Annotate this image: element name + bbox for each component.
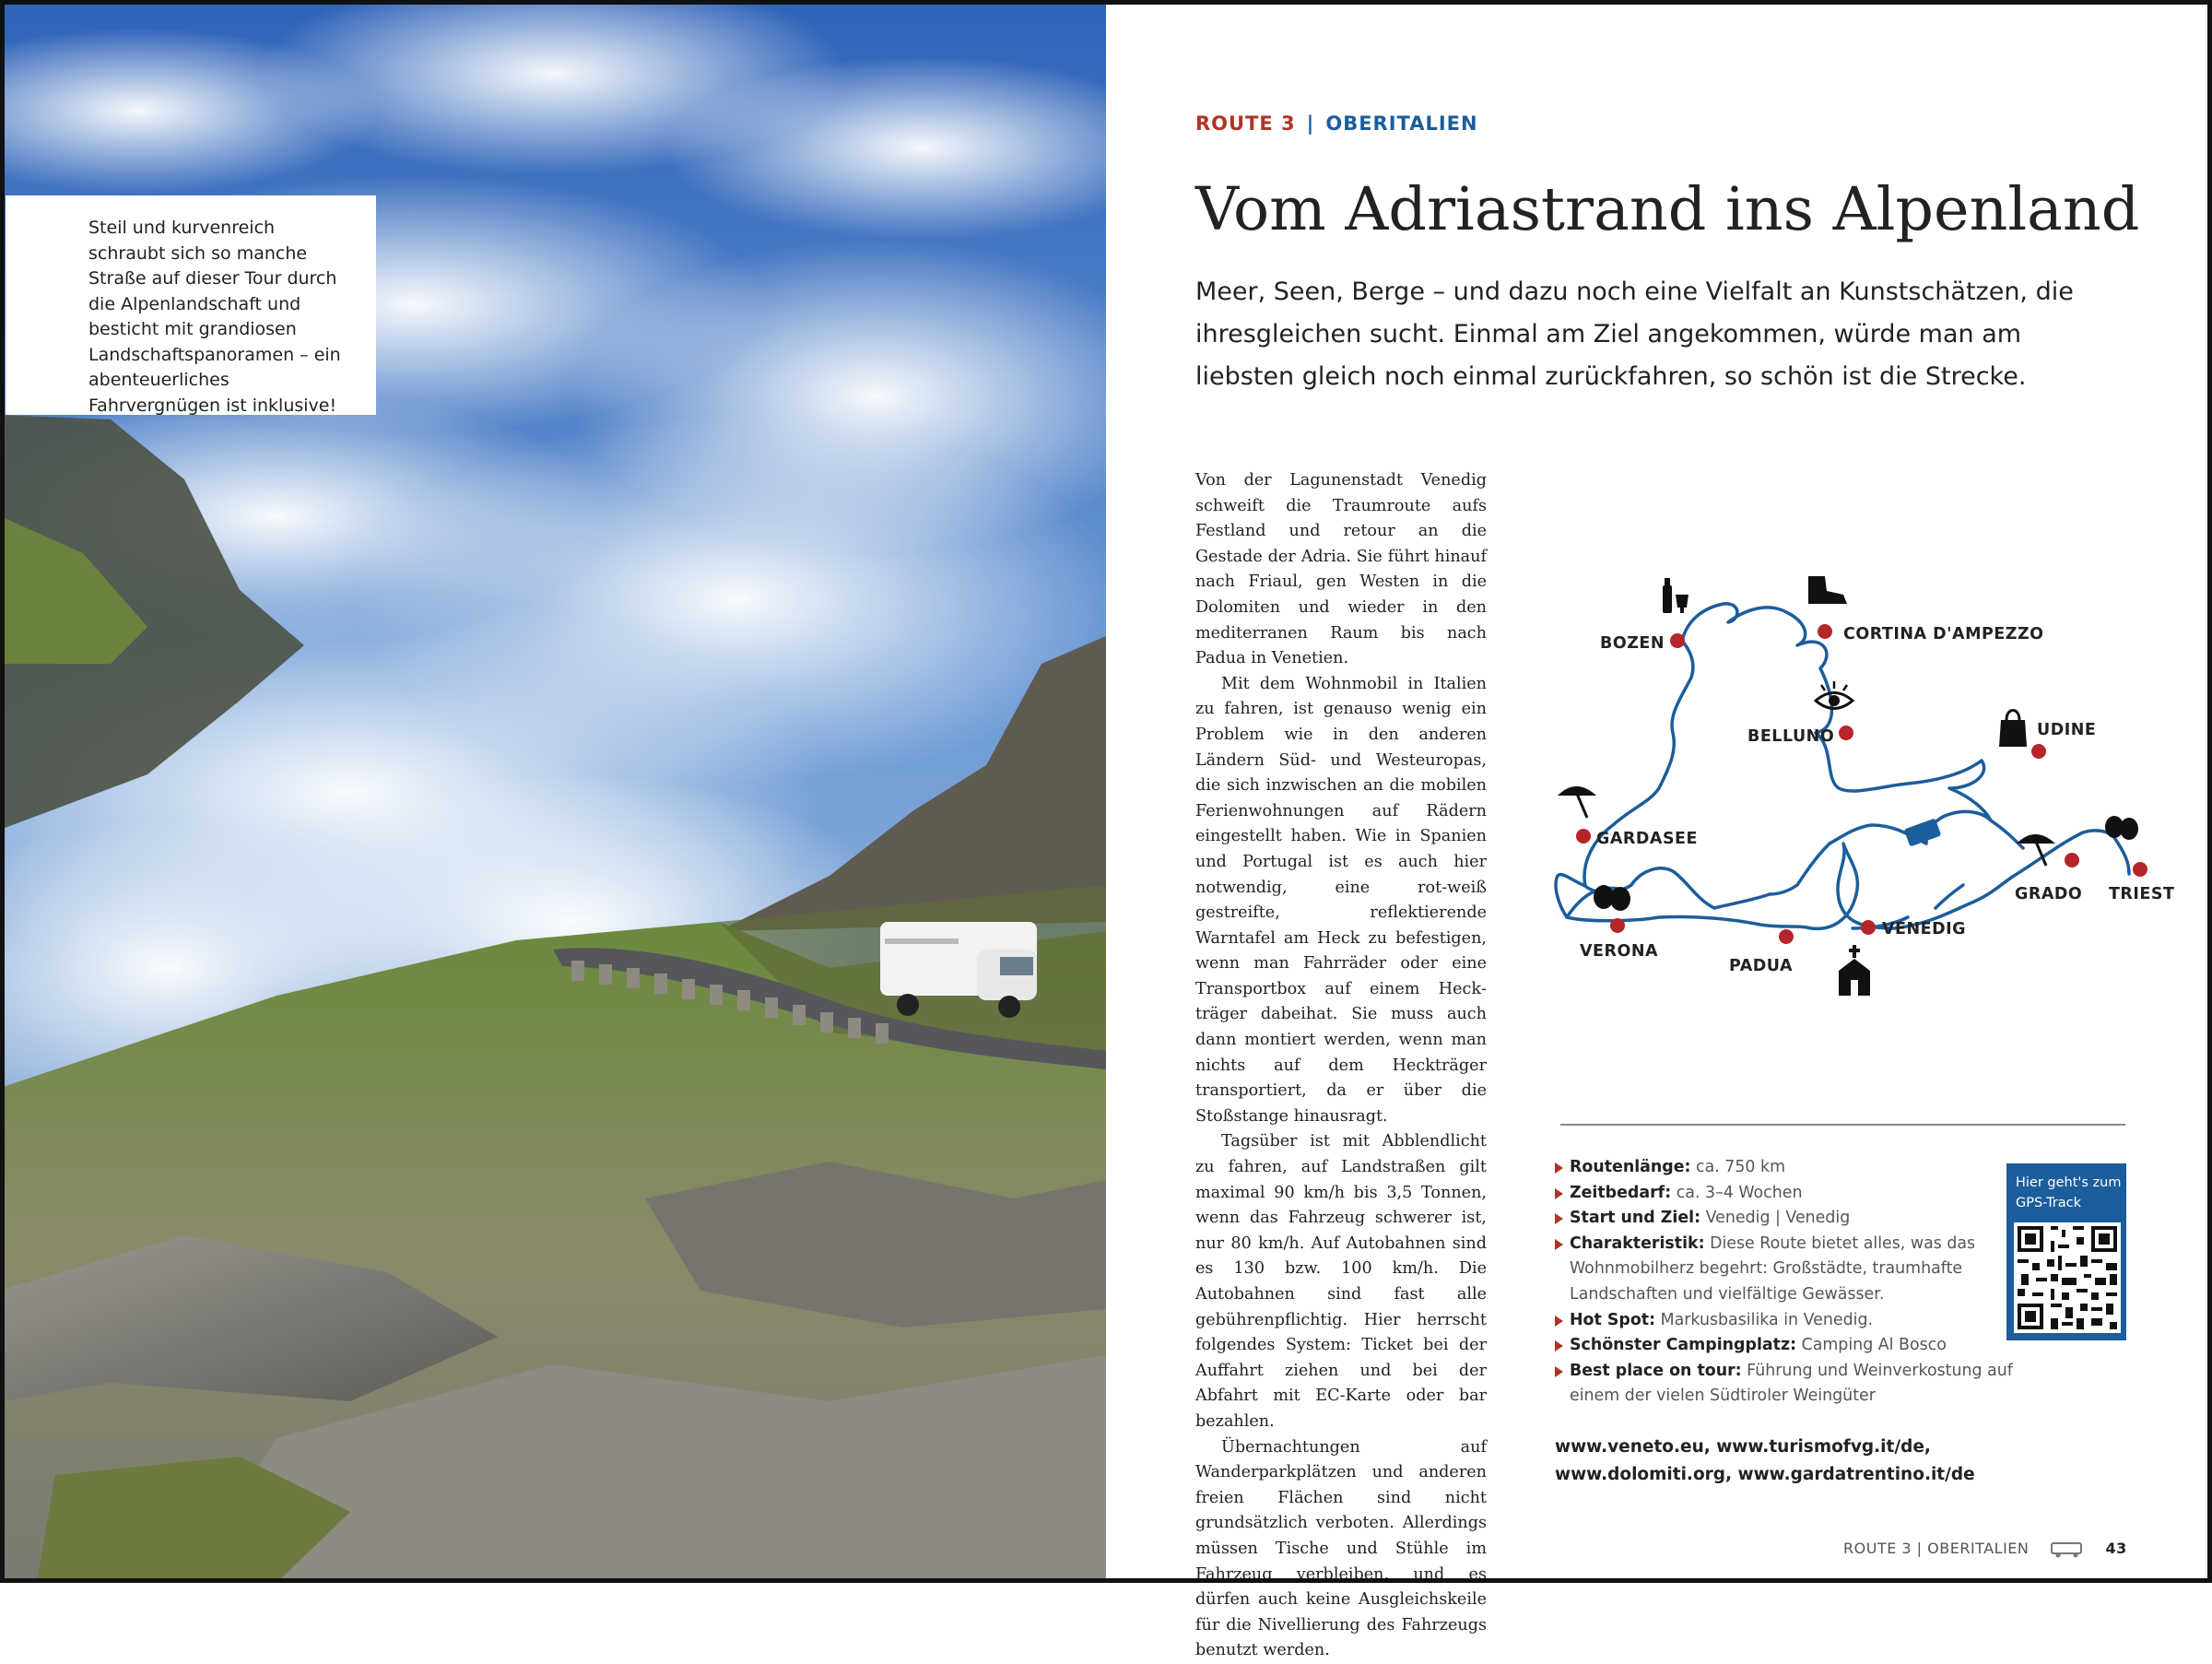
- fact-value: Camping Al Bosco: [1801, 1336, 1947, 1355]
- body-text: [1195, 468, 1487, 1664]
- fact-item: [1555, 1359, 2034, 1410]
- label-verona: VERONA: [1580, 942, 1659, 961]
- shopping-bag-icon: [1999, 711, 2027, 748]
- label-padua: PADUA: [1729, 957, 1794, 975]
- fact-value: Diese Route bietet alles, was das Wohnmobilherz begehrt: Großstädte, traumhafte Landschaften und vielfältige Gewässer.: [1570, 1233, 1976, 1304]
- fact-label: Charakteristik:: [1570, 1233, 1705, 1253]
- route-map: [1530, 567, 2175, 1009]
- route-region: OBERITALIEN: [1325, 112, 1478, 135]
- footer-region: OBERITALIEN: [1927, 1540, 2030, 1557]
- label-udine: UDINE: [2037, 721, 2097, 739]
- stop-triest: [2133, 862, 2147, 877]
- camper-van-icon: [2051, 1541, 2084, 1558]
- route-number: ROUTE 3: [1195, 112, 1296, 135]
- alpine-road-photo: [0, 0, 1106, 1583]
- body-paragraph-2: Mit dem Wohnmobil in Italien zu fahren, ist genauso wenig ein Problem wie in den anderen Ländern Süd- und Westeuropas, die sich inzwischen an die mobilen Ferienwohnungen auf Rädern eingestellt haben. Wie in Spanien und Portugal ist es auch hier notwendig, eine rot-weiß gestreifte, reflektierende Warntafel am Heck zu befestigen, wenn man Fahrräder oder eine Transportbox auf einem Heckträger dabeihat. Sie muss auch dann montiert werden, wenn man nichts auf dem Heckträger transportiert, da er über die Stoßstange hinausragt.: [1195, 674, 1487, 1126]
- page-footer: [1843, 1540, 2127, 1558]
- fact-item: [1555, 1308, 2034, 1334]
- stop-belluno: [1839, 726, 1853, 740]
- web-links: [1555, 1434, 1975, 1489]
- photo-caption: Steil und kurvenreich schraubt sich so manche Straße auf dieser Tour durch die Alpenlandschaft und besticht mit grandiosen Landschaftspanoramen – ein abenteuerliches Fahrvergnügen ist inklusive!: [88, 218, 341, 416]
- label-cortina: CORTINA D'AMPEZZO: [1843, 625, 2044, 643]
- stop-bozen: [1670, 633, 1685, 648]
- kicker-separator: |: [1306, 112, 1315, 135]
- footer-route: ROUTE 3: [1843, 1540, 1912, 1557]
- stop-venedig: [1861, 920, 1876, 935]
- fact-value: Markusbasilika in Venedig.: [1660, 1310, 1874, 1329]
- fact-label: Start und Ziel:: [1570, 1209, 1701, 1228]
- fact-value: ca. 3–4 Wochen: [1676, 1183, 1803, 1202]
- church-icon: [1839, 945, 1870, 996]
- route-kicker: [1195, 112, 1478, 135]
- fact-label: Best place on tour:: [1570, 1361, 1742, 1380]
- links-line-2[interactable]: www.dolomiti.org, www.gardatrentino.it/de: [1555, 1465, 1975, 1484]
- label-belluno: BELLUNO: [1747, 727, 1835, 746]
- umbrella-icon-garda: [1558, 786, 1596, 818]
- fact-label: Schönster Campingplatz:: [1570, 1336, 1797, 1355]
- stop-verona: [1610, 918, 1625, 933]
- page-title: Vom Adriastrand ins Alpenland: [1195, 175, 2140, 244]
- links-line-1[interactable]: www.veneto.eu, www.turismofvg.it/de,: [1555, 1437, 1931, 1457]
- label-bozen: BOZEN: [1600, 634, 1665, 653]
- body-paragraph-3: Tagsüber ist mit Abblendlicht zu fahren, auf Landstraßen gilt maximal 90 km/h bis 3,5 Tonnen, wenn das Fahrzeug schwerer ist, nur 80 km/h. Auf Autobahnen sind es 130 bzw. 100 km/h. Die Autobahnen sind fast alle gebührenpflichtig. Hier herrscht folgendes System: Ticket bei der Auffahrt ziehen und bei der Abfahrt mit EC-Karte oder bar bezahlen.: [1195, 1132, 1487, 1431]
- qr-code-icon: [2014, 1222, 2121, 1333]
- page-number: 43: [2105, 1540, 2127, 1557]
- label-grado: GRADO: [2015, 885, 2083, 903]
- eye-icon: [1816, 681, 1853, 709]
- fact-label: Zeitbedarf:: [1570, 1183, 1672, 1202]
- lead-paragraph: Meer, Seen, Berge – und dazu noch eine Vielfalt an Kunstschätzen, die ihresgleichen sucht. Einmal am Ziel angekommen, würde man am liebsten gleich noch einmal zurückfahren, so schön ist die Strecke.: [1195, 277, 2074, 391]
- wine-icon: [1663, 578, 1688, 613]
- stop-cortina: [1818, 624, 1832, 639]
- stop-udine: [2031, 744, 2046, 759]
- fact-label: Routenlänge:: [1570, 1158, 1691, 1176]
- route-facts: [1555, 1155, 2034, 1410]
- theater-masks-icon-triest: [2105, 816, 2138, 840]
- fact-item: [1555, 1333, 2034, 1359]
- stop-padua: [1779, 929, 1794, 944]
- hiking-boot-icon: [1808, 576, 1847, 604]
- fact-label: Hot Spot:: [1570, 1310, 1656, 1329]
- stop-grado: [2065, 853, 2079, 867]
- label-triest: TRIEST: [2109, 885, 2175, 903]
- fact-value: Venedig | Venedig: [1705, 1209, 1851, 1228]
- label-gardasee: GARDASEE: [1596, 830, 1698, 848]
- fact-item: [1555, 1181, 2034, 1207]
- fact-value: Führung und Weinverkostung auf einem der vielen Südtiroler Weingüter: [1570, 1361, 2013, 1406]
- footer-separator: |: [1916, 1540, 1923, 1557]
- stop-gardasee: [1576, 829, 1591, 844]
- fact-item: [1555, 1155, 2034, 1181]
- qr-code-graphic: [2014, 1222, 2121, 1333]
- photo-caption-box: [6, 195, 376, 415]
- body-paragraph-1: Von der Lagunenstadt Venedig schweift die Traumroute aufs Festland und retour an die Gestade der Adria. Sie führt hinauf nach Friaul, gen Westen in die Dolomiten und wieder in den mediterranen Raum bis nach Padua in Venetien.: [1195, 471, 1487, 668]
- gps-track-box[interactable]: [2006, 1163, 2126, 1340]
- fact-item: [1555, 1206, 2034, 1232]
- gps-track-label: Hier geht's zum GPS-Track: [2016, 1175, 2122, 1210]
- body-paragraph-4: Übernachtungen auf Wanderparkplätzen und anderen freien Flächen sind nicht grundsätzlich verboten. Allerdings müssen Tische und Stühle im Fahrzeug verbleiben, und es dürfen auch keine Ausgleichskeile für die Nivellierung des Fahrzeugs benutzt werden.: [1195, 1437, 1487, 1660]
- fact-value: ca. 750 km: [1696, 1158, 1786, 1176]
- info-divider: [1560, 1124, 2125, 1126]
- label-venedig: VENEDIG: [1882, 920, 1966, 938]
- fact-item: [1555, 1232, 2034, 1308]
